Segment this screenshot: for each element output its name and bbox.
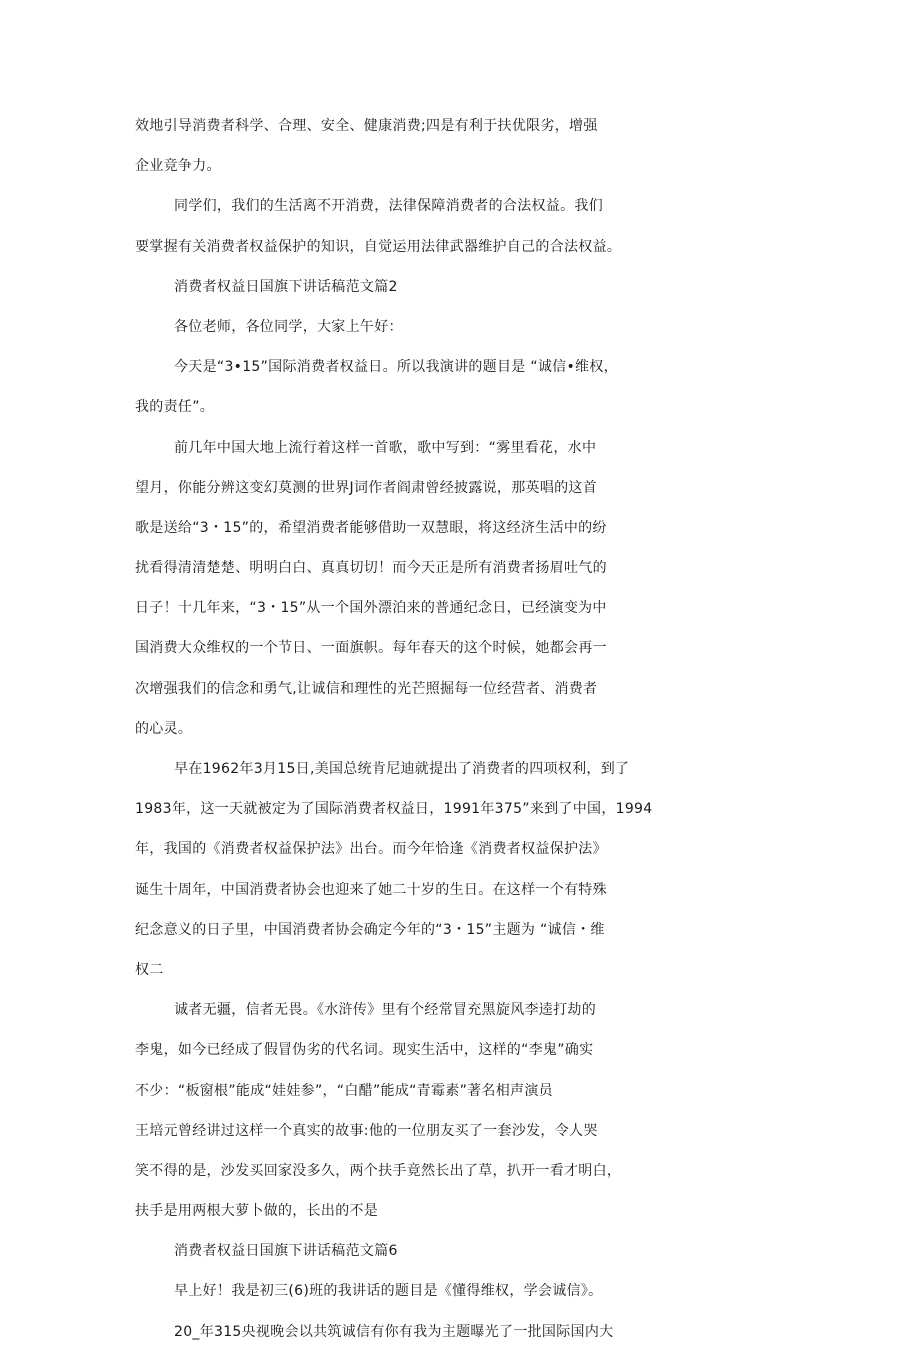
text-line: 王培元曾经讲过这样一个真实的故事:他的一位朋友买了一套沙发，令人哭 <box>135 1122 598 1139</box>
text-line: 歌是送给“3・15”的，希望消费者能够借助一双慧眼，将这经济生活中的纷 <box>135 519 607 536</box>
text-line: 同学们，我们的生活离不开消费，法律保障消费者的合法权益。我们 <box>174 198 603 215</box>
text-line: 年，我国的《消费者权益保护法》出台。而今年恰逢《消费者权益保护法》 <box>135 841 607 858</box>
text-line: 效地引导消费者科学、合理、安全、健康消费;四是有利于扶优限劣，增强 <box>135 118 598 134</box>
text-line: 企业竞争力。 <box>135 158 221 175</box>
text-line: 消费者权益日国旗下讲话稿范文篇2 <box>174 278 398 295</box>
text-line: 国消费大众维权的一个节日、一面旗帜。每年春天的这个时候，她都会再一 <box>135 640 607 657</box>
text-line: 日子！十几年来，“3・15”从一个国外漂泊来的普通纪念日，已经演变为中 <box>135 600 607 617</box>
text-line: 前几年中国大地上流行着这样一首歌，歌中写到：“雾里看花，水中 <box>174 439 597 456</box>
text-line: 纪念意义的日子里，中国消费者协会确定今年的“3・15”主题为 “诚信・维 <box>135 921 605 938</box>
text-line: 望月，你能分辨这变幻莫测的世界J词作者阎肃曾经披露说，那英唱的这首 <box>135 479 598 496</box>
text-line: 的心灵。 <box>135 720 193 737</box>
text-line: 早上好！我是初三(6)班的我讲话的题目是《懂得维权，学会诚信》。 <box>174 1283 603 1300</box>
text-line: 1983年，这一天就被定为了国际消费者权益日，1991年375”来到了中国，1994 <box>135 801 653 818</box>
text-line: 各位老师，各位同学，大家上午好： <box>174 318 403 335</box>
text-line: 早在1962年3月15日,美国总统肯尼迪就提出了消费者的四项权利，到了 <box>174 761 630 777</box>
text-line: 李鬼，如今已经成了假冒伪劣的代名词。现实生活中，这样的“李鬼”确实 <box>135 1042 594 1059</box>
text-line: 次增强我们的信念和勇气,让诚信和理性的光芒照掘每一位经营者、消费者 <box>135 680 598 697</box>
text-line: 我的责任”。 <box>135 399 215 416</box>
text-line: 要掌握有关消费者权益保护的知识，自觉运用法律武器维护自己的合法权益。 <box>135 238 622 255</box>
text-line: 不少：“板窗根”能成“娃娃参”，“白醋”能成“青霉素”著名相声演员 <box>135 1082 553 1099</box>
text-line: 笑不得的是，沙发买回家没多久，两个扶手竟然长出了草，扒开一看才明白， <box>135 1162 622 1179</box>
text-line: 消费者权益日国旗下讲话稿范文篇6 <box>174 1243 398 1260</box>
text-line: 权二 <box>135 961 164 978</box>
document-body <box>135 106 800 1352</box>
text-line: 扶手是用两根大萝卜做的，长出的不是 <box>135 1203 379 1220</box>
text-line: 20_年315央视晚会以共筑诚信有你有我为主题曝光了一批国际国内大 <box>174 1323 614 1340</box>
text-line: 今天是“3•15”国际消费者权益日。所以我演讲的题目是 “诚信•维权， <box>174 359 618 376</box>
text-line: 扰看得清清楚楚、明明白白、真真切切！而今天正是所有消费者扬眉吐气的 <box>135 560 607 577</box>
text-line: 诞生十周年，中国消费者协会也迎来了她二十岁的生日。在这样一个有特殊 <box>135 881 607 898</box>
text-line: 诚者无疆，信者无畏。《水浒传》里有个经常冒充黑旋风李逵打劫的 <box>174 1002 596 1019</box>
